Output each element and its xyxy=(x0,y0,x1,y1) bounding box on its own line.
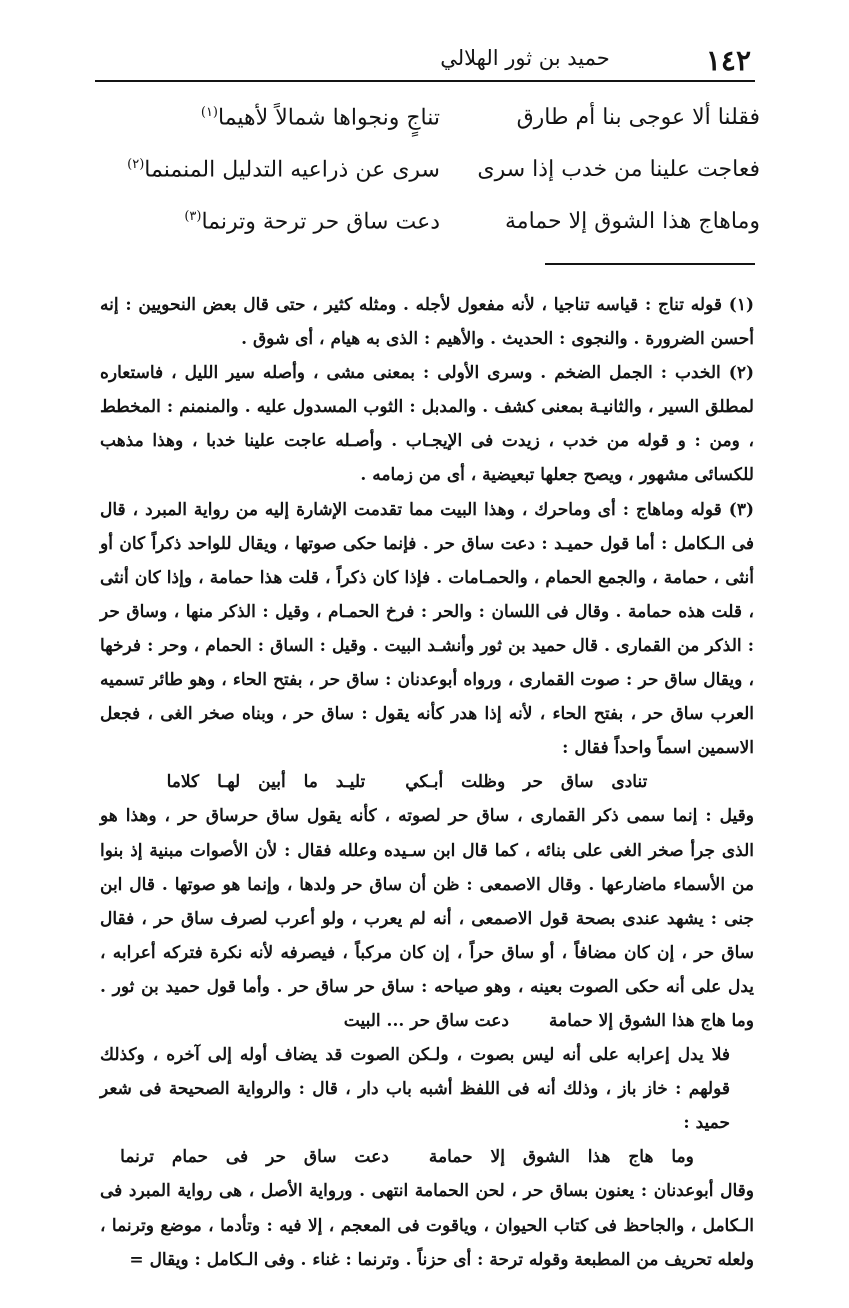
footnote-2: (٢) الخدب : الجمل الضخم . وسرى الأولى : بمعنى مشى ، وأصله سير الليل ، فاستعاره لمطلق السير ، والثانيـة بمعنى كشف . والمدبل : الثوب المسدول عليه . والمنمنم : المخطط ، ومن : و قوله من خدب ، زيدت فى الإيجـاب . وأصـله عاجت علينا خدبا ، وهذا مذهب للكسائى مشهور ، ويصح جعلها تبعيضية ، أى من زمامه . xyxy=(100,363,754,486)
verse-first-hemistich: وماهاج هذا الشوق إلا حمامة xyxy=(505,209,760,234)
poem-verse xyxy=(100,157,760,209)
hemistich: وما هاج هذا الشوق إلا حمامة xyxy=(428,1147,694,1168)
footnote-marker: (١) xyxy=(200,105,218,120)
hemistich-text: سرى عن ذراعيه التدليل المنمنما xyxy=(144,157,440,183)
footnote-1: (١) قوله تناج : قياسه تناجيا ، لأنه مفعول لأجله . ومثله كثير ، حتى قال بعض النحويين : إنه أحسن الضرورة . والنجوى : الحديث . والأهيم : الذى به هيام ، أى شوق . xyxy=(100,295,754,350)
footnotes xyxy=(100,288,754,1277)
header-rule xyxy=(95,80,755,82)
verse-second-hemistich xyxy=(100,209,440,234)
hemistich-text: دعت ساق حر ترحة وترنما xyxy=(201,209,440,235)
footnote-paragraph xyxy=(100,799,754,1038)
hemistich: وقيل : إنما سمى ذكر القمارى ، ساق حر لصوته ، كأنه يقول ساق حرساق حر ، وهذا هو الذى جرأ صخر الغى على بنائه ، كما قال ابن سـيده وعلله فقال : لأن الأصوات مبنية إذ بنوا من الأسماء ماضارعها . وقال الاصمعى : ظن أن ساق حر ولدها ، وإنما هو صوتها . قال ابن جنى : يشهد عندى بصحة قول الاصمعى ، أنه لم يعرب ، ولو أعرب لصرف ساق حر ، فقال ساق حر ، إن كان مضافاً ، أو ساق حراً ، إن كان مركباً ، فيصرفه لأنه نكرة فتركه أعرابه ، يدل على أنه حكى الصوت بعينه ، وهو صياحه : ساق حر ساق حر . وأما قول حميد بن ثور . وما هاج هذا الشوق إلا حمامة xyxy=(100,806,754,1031)
quoted-verse xyxy=(100,1140,754,1174)
poem xyxy=(100,105,760,261)
footnote-marker: (٣) xyxy=(184,209,202,224)
footnote-separator xyxy=(545,263,755,265)
page-header xyxy=(95,42,755,82)
hemistich: تنادى ساق حر وظلت أبـكي xyxy=(405,772,648,793)
footnote-3: (٣) قوله وماهاج : أى وماحرك ، وهذا البيت مما تقدمت الإشارة إليه من رواية المبرد ، قال فى الـكامل : أما قول حميـد : دعت ساق حر . فإنما حكى صوتها ، ويقال للواحد ذكراً كان أو أنثى ، حمامة ، والجمع الحمام ، والحمـامات . فإذا كان ذكراً ، قلت هذا حمامة ، وإذا كان أنثى ، قلت هذه حمامة . وقال فى اللسان : والحر : فرخ الحمـام ، وقيل : الذكر منها ، وساق حر : الذكر من القمارى . قال حميد بن ثور وأنشـد البيت . وقيل : الساق : الحمام ، وحر : فرخها ، ويقال ساق حر : صوت القمارى ، ورواه أبوعدنان : ساق حر ، بفتح الحاء ، وهو طائر تسميه العرب ساق حر ، بفتح الحاء ، لأنه إذا هدر كأنه يقول : ساق حر ، وبناه صخر الغى ، فجعل الاسمين اسماً واحداً فقال : xyxy=(100,499,755,759)
hemistich: تليـد ما أبين لهـا كلاما xyxy=(166,772,366,793)
poem-verse xyxy=(100,105,760,157)
verse-second-hemistich xyxy=(100,157,440,182)
footnote-marker: (٢) xyxy=(127,157,145,172)
verse-first-hemistich: فعاجت علينا من خدب إذا سرى xyxy=(477,157,760,182)
verse-second-hemistich xyxy=(100,105,440,130)
page-number: ١٤٢ xyxy=(705,44,751,77)
footnote-paragraph: وقال أبوعدنان : يعنون بساق حر ، لحن الحمامة انتهى . ورواية الأصل ، هى رواية المبرد فى الـكامل ، والجاحظ فى كتاب الحيوان ، وياقوت فى المعجم ، إلا فيه : وتأدما ، موضع وترنما ، ولعله تحريف من المطبعة وقوله ترحة : أى حزناً . وترنما : غناء . وفى الـكامل : ويقال = xyxy=(100,1181,754,1270)
verse-first-hemistich: فقلنا ألا عوجى بنا أم طارق xyxy=(516,105,760,130)
hemistich: دعت ساق حر ... البيت xyxy=(343,1010,509,1031)
quoted-verse xyxy=(100,765,754,799)
hemistich-text: تناجٍ ونجواها شمالاً لأهيما xyxy=(218,105,440,131)
running-head: حميد بن ثور الهلالي xyxy=(440,46,610,70)
poem-verse xyxy=(100,209,760,261)
hemistich: دعت ساق حر فى حمام ترنما xyxy=(120,1147,389,1168)
footnote-paragraph: فلا يدل إعرابه على أنه ليس بصوت ، ولـكن الصوت قد يضاف أوله إلى آخره ، وكذلك قولهم : خاز باز ، وذلك أنه فى اللفظ أشبه باب دار ، قال : والرواية الصحيحة فى شعر حميد : xyxy=(100,1045,730,1134)
